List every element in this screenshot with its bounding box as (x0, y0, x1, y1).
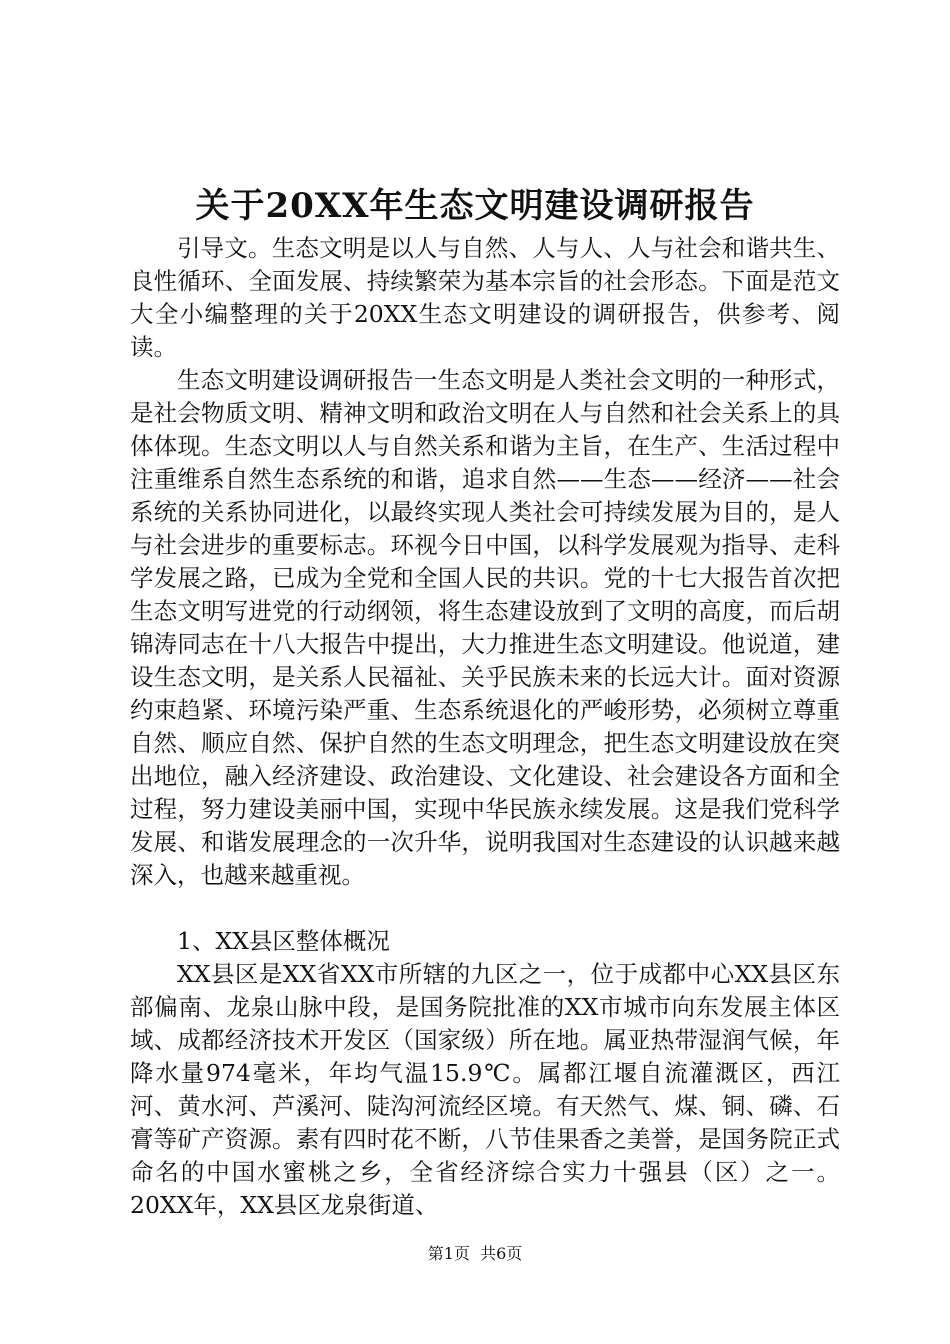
page-footer: 第1页 共6页 (427, 1244, 523, 1263)
section-paragraph: XX县区是XX省XX市所辖的九区之一，位于成都中心XX县区东部偏南、龙泉山脉中段，是国务院批准的XX市城市向东发展主体区域、成都经济技术开发区（国家级）所在地。属亚热带湿润气候，年降水量974毫米，年均气温15.9℃。属都江堰自流灌溉区，西江河、黄水河、芦溪河、陡沟河流经区境。有天然气、煤、铜、磷、石膏等矿产资源。素有四时花不断，八节佳果香之美誉，是国务院正式命名的中国水蜜桃之乡，全省经济综合实力十强县（区）之一。20XX年，XX县区龙泉街道、 (130, 960, 840, 1219)
report-paragraph: 生态文明建设调研报告一生态文明是人类社会文明的一种形式，是社会物质文明、精神文明和政治文明在人与自然和社会关系上的具体体现。生态文明以人与自然关系和谐为主旨，在生产、生活过程中注重维系自然生态系统的和谐，追求自然——生态——经济——社会系统的关系协同进化，以最终实现人类社会可持续发展为目的，是人与社会进步的重要标志。环视今日中国，以科学发展观为指导、走科学发展之路，已成为全党和全国人民的共识。党的十七大报告首次把生态文明写进党的行动纲领，将生态建设放到了文明的高度，而后胡锦涛同志在十八大报告中提出，大力推进生态文明建设。他说道，建设生态文明，是关系人民福祉、关乎民族未来的长远大计。面对资源约束趋紧、环境污染严重、生态系统退化的严峻形势，必须树立尊重自然、顺应自然、保护自然的生态文明理念，把生态文明建设放在突出地位，融入经济建设、政治建设、文化建设、社会建设各方面和全过程，努力建设美丽中国，实现中华民族永续发展。这是我们党科学发展、和谐发展理念的一次升华，说明我国对生态建设的认识越来越深入，也越来越重视。 (130, 366, 840, 889)
document-body (130, 232, 840, 1222)
document-title: 关于20XX年生态文明建设调研报告 (195, 186, 755, 226)
section-heading: 1、XX县区整体概况 (177, 927, 390, 955)
intro-paragraph: 引导文。生态文明是以人与自然、人与人、人与社会和谐共生、良性循环、全面发展、持续繁荣为基本宗旨的社会形态。下面是范文大全小编整理的关于20XX生态文明建设的调研报告，供参考、阅读。 (130, 234, 840, 361)
